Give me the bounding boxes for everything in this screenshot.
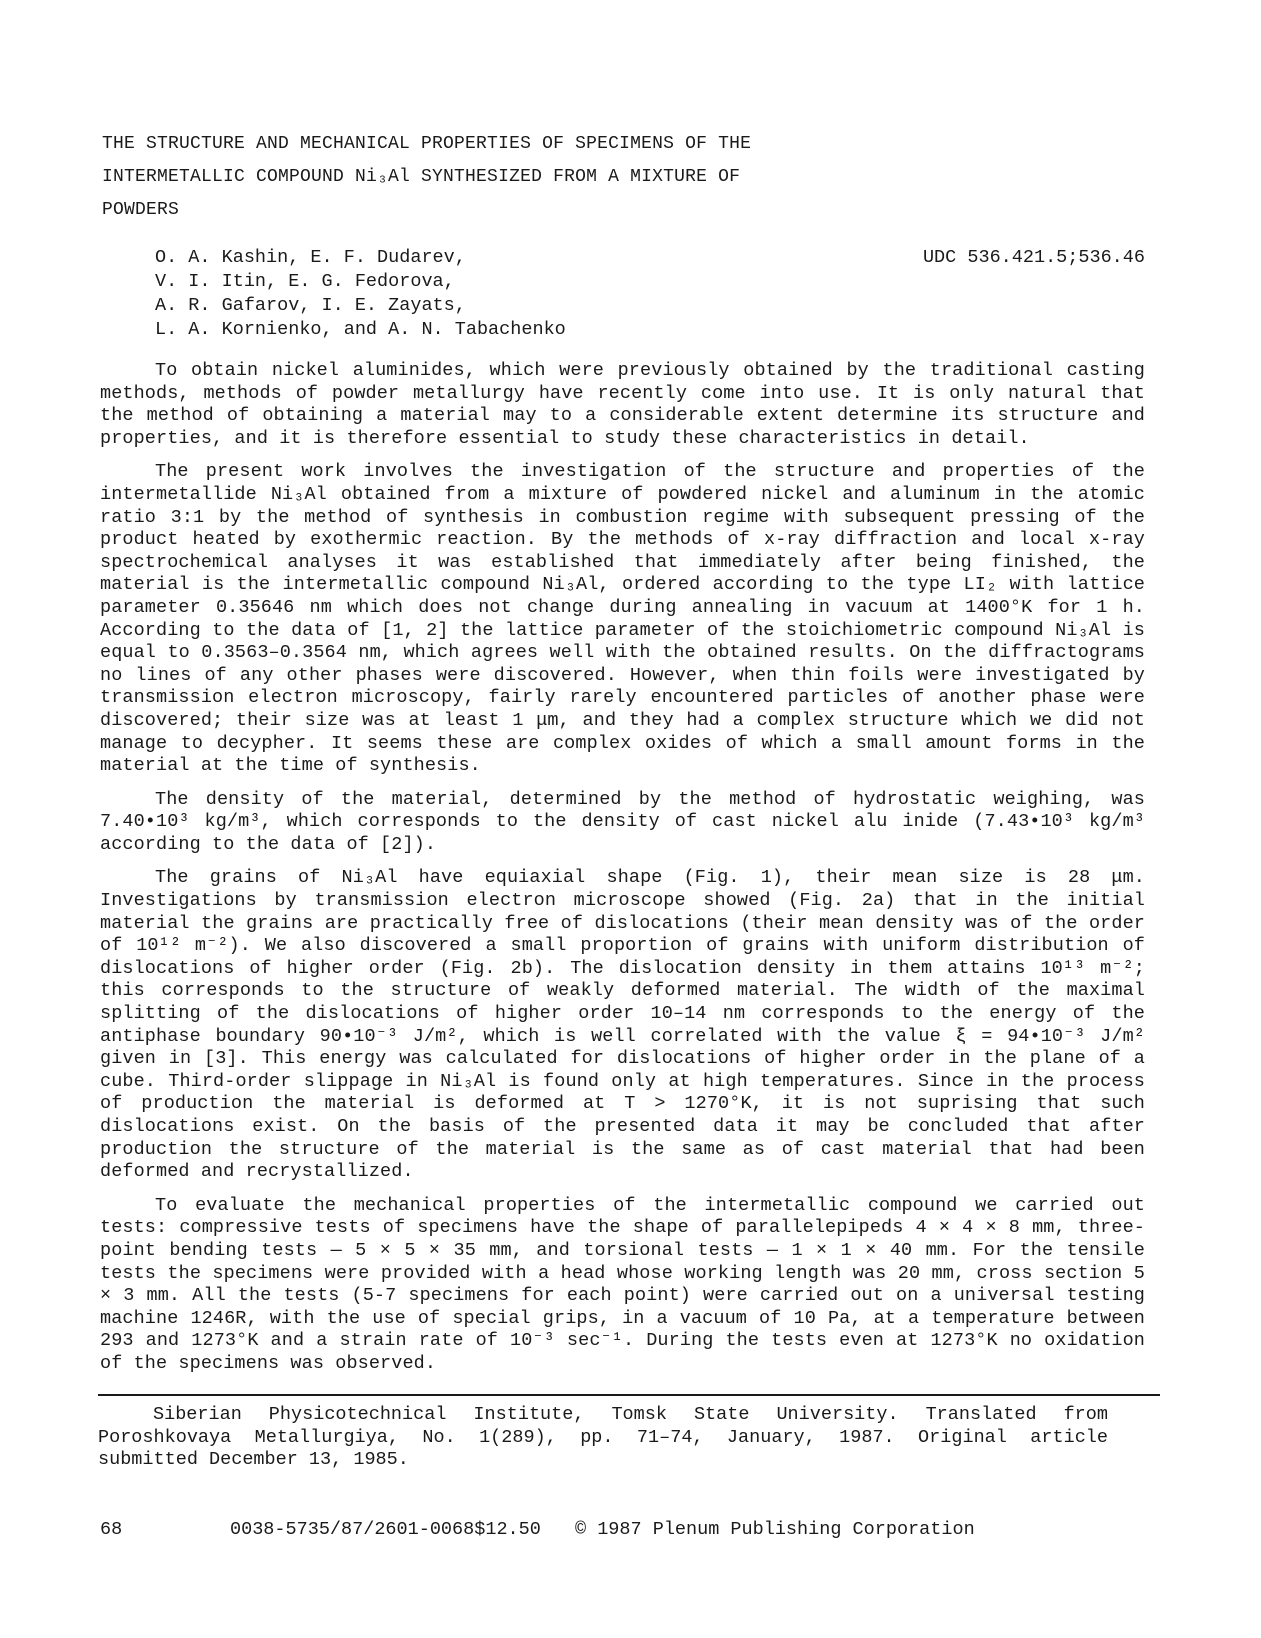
copyright-notice: © 1987 Plenum Publishing Corporation [575,1519,975,1540]
body-paragraph: The grains of Ni₃Al have equiaxial shape (Fig. 1), their mean size is 28 μm. Investigations by transmission electron microscope showed (Fig. 2a) that in the initial material the grains are practically free of dislocations (their mean density was of the order of 10¹² m⁻²). We also discovered a small proportion of grains with uniform distribution of dislocations of higher order (Fig. 2b). The dislocation density in them attains 10¹³ m⁻²; this corresponds to the structure of weakly deformed material. The width of the maximal splitting of the dislocations of higher order 10–14 nm corresponds to the energy of the antiphase boundary 90•10⁻³ J/m², which is well correlated with the value ξ = 94•10⁻³ J/m² given in [3]. This energy was calculated for dislocations of higher order in the plane of a cube. Third-order slippage in Ni₃Al is found only at high temperatures. Since in the process of production the material is deformed at T > 1270°K, it is not suprising that such dislocations exist. On the basis of the presented data it may be concluded that after production the structure of the material is the same as of cast material that had been deformed and recrystallized. [100,867,1145,1183]
page-number: 68 [100,1519,123,1540]
body-paragraph: To obtain nickel aluminides, which were previously obtained by the traditional casting methods, methods of powder metallurgy have recently come into use. It is only natural that the method of obtaining a material may to a considerable extent determine its structure and properties, and it is therefore essential to study these characteristics in detail. [100,360,1145,449]
body-paragraph: The density of the material, determined by the method of hydrostatic weighing, was 7.40•10³ kg/m³, which corresponds to the density of cast nickel alu inide (7.43•10³ kg/m³ according to the data of [2]). [100,788,1145,855]
title-line: THE STRUCTURE AND MECHANICAL PROPERTIES OF SPECIMENS OF THE [102,134,752,154]
author-line: O. A. Kashin, E. F. Dudarev, [155,247,466,268]
title-line: INTERMETALLIC COMPOUND Ni₃Al SYNTHESIZED FROM A MIXTURE OF [102,167,741,187]
author-line: L. A. Kornienko, and A. N. Tabachenko [155,319,566,340]
udc-code: UDC 536.421.5;536.46 [922,247,1145,268]
article-code: 0038-5735/87/2601-0068$12.50 [230,1519,541,1540]
body-paragraph: To evaluate the mechanical properties of the intermetallic compound we carried out tests: compressive tests of specimens have the shape of parallelepipeds 4 × 4 × 8 mm, three-point bending tests — 5 × 5 × 35 mm, and torsional tests — 1 × 1 × 40 mm. For the tensile tests the specimens were provided with a head whose working length was 20 mm, cross section 5 × 3 mm. All the tests (5-7 specimens for each point) were carried out on a universal testing machine 1246R, with the use of special grips, in a vacuum of 10 Pa, at a temperature between 293 and 1273°K and a strain rate of 10⁻³ sec⁻¹. During the tests even at 1273°K no oxidation of the specimens was observed. [100,1194,1145,1374]
footnote-divider [98,1394,1160,1396]
author-list [155,246,675,342]
article-title [102,128,802,227]
page-footer [100,1518,1100,1638]
title-line: POWDERS [102,200,180,220]
article-body [100,360,1145,1387]
affiliation-footnote [98,1404,1108,1472]
body-paragraph: The present work involves the investigation of the structure and properties of the intermetallide Ni₃Al obtained from a mixture of powdered nickel and aluminum in the atomic ratio 3:1 by the method of synthesis in combustion regime with subsequent pressing of the product heated by exothermic reaction. By the methods of x-ray diffraction and local x-ray spectrochemical analyses it was established that immediately after being finished, the material is the intermetallic compound Ni₃Al, ordered according to the type LI₂ with lattice parameter 0.35646 nm which does not change during annealing in vacuum at 1400°K for 1 h. According to the data of [1, 2] the lattice parameter of the stoichiometric compound Ni₃Al is equal to 0.3563–0.3564 nm, which agrees well with the obtained results. On the diffractograms no lines of any other phases were discovered. However, when thin foils were investigated by transmission electron microscopy, fairly rarely encountered particles of another phase were discovered; their size was at least 1 μm, and they had a complex structure which we did not manage to decypher. It seems these are complex oxides of which a small amount forms in the material at the time of synthesis. [100,461,1145,777]
footnote-text: Siberian Physicotechnical Institute, Tomsk State University. Translated from Poroshkovaya Metallurgiya, No. 1(289), pp. 71–74, January, 1987. Original article submitted December 13, 1985. [98,1404,1108,1470]
author-line: V. I. Itin, E. G. Fedorova, [155,271,455,292]
author-line: A. R. Gafarov, I. E. Zayats, [155,295,466,316]
